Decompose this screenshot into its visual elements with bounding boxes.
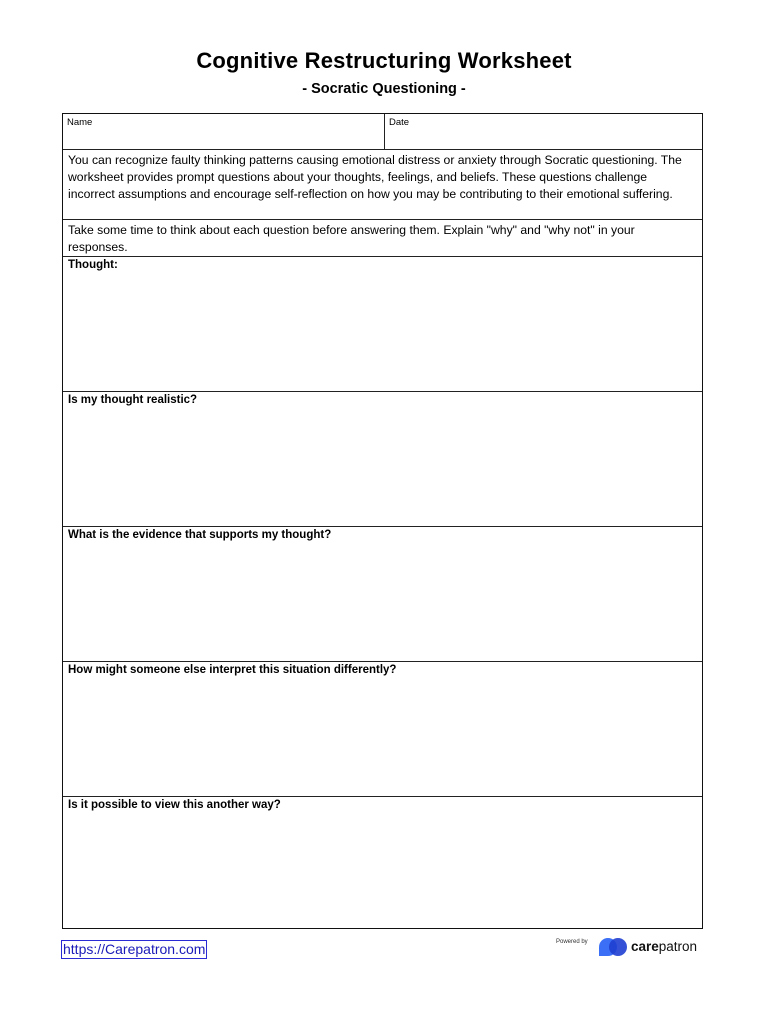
- question-label: What is the evidence that supports my thought?: [68, 529, 332, 541]
- name-label: Name: [67, 117, 93, 128]
- carepatron-logo: [598, 936, 708, 958]
- question-box-another-way[interactable]: [63, 797, 702, 928]
- name-date-row: [63, 114, 702, 150]
- worksheet-form: [62, 113, 703, 929]
- question-box-realistic[interactable]: [63, 392, 702, 527]
- name-field[interactable]: [63, 114, 385, 149]
- question-box-evidence[interactable]: [63, 527, 702, 662]
- brand-rest: patron: [658, 939, 698, 954]
- carepatron-link[interactable]: https://Carepatron.com: [63, 941, 206, 957]
- page-title: Cognitive Restructuring Worksheet: [196, 48, 572, 73]
- question-label: Thought:: [68, 259, 118, 271]
- carepatron-logo-icon: [598, 937, 628, 957]
- question-label: Is my thought realistic?: [68, 394, 198, 406]
- instructions-text: Take some time to think about each question before answering them. Explain "why" and "why not" in your responses.: [68, 223, 635, 254]
- date-label: Date: [389, 117, 410, 128]
- question-box-interpret[interactable]: [63, 662, 702, 797]
- page-subtitle: - Socratic Questioning -: [302, 81, 466, 97]
- carepatron-wordmark: [631, 939, 697, 954]
- question-box-thought[interactable]: [63, 257, 702, 392]
- question-label: How might someone else interpret this situation differently?: [68, 664, 397, 676]
- instructions-row: [63, 220, 702, 257]
- question-label: Is it possible to view this another way?: [68, 799, 281, 811]
- intro-row: [63, 150, 702, 220]
- brand-bold: care: [631, 939, 659, 954]
- date-field[interactable]: [385, 114, 702, 149]
- powered-by-label: Powered by: [556, 939, 588, 945]
- intro-text: You can recognize faulty thinking patterns causing emotional distress or anxiety through Socratic questioning. The worksheet provides prompt questions about your thoughts, feelings, and beliefs. These questions challenge incorrect assumptions and encourage self-reflection on how you may be contributing to their emotional suffering.: [68, 153, 682, 201]
